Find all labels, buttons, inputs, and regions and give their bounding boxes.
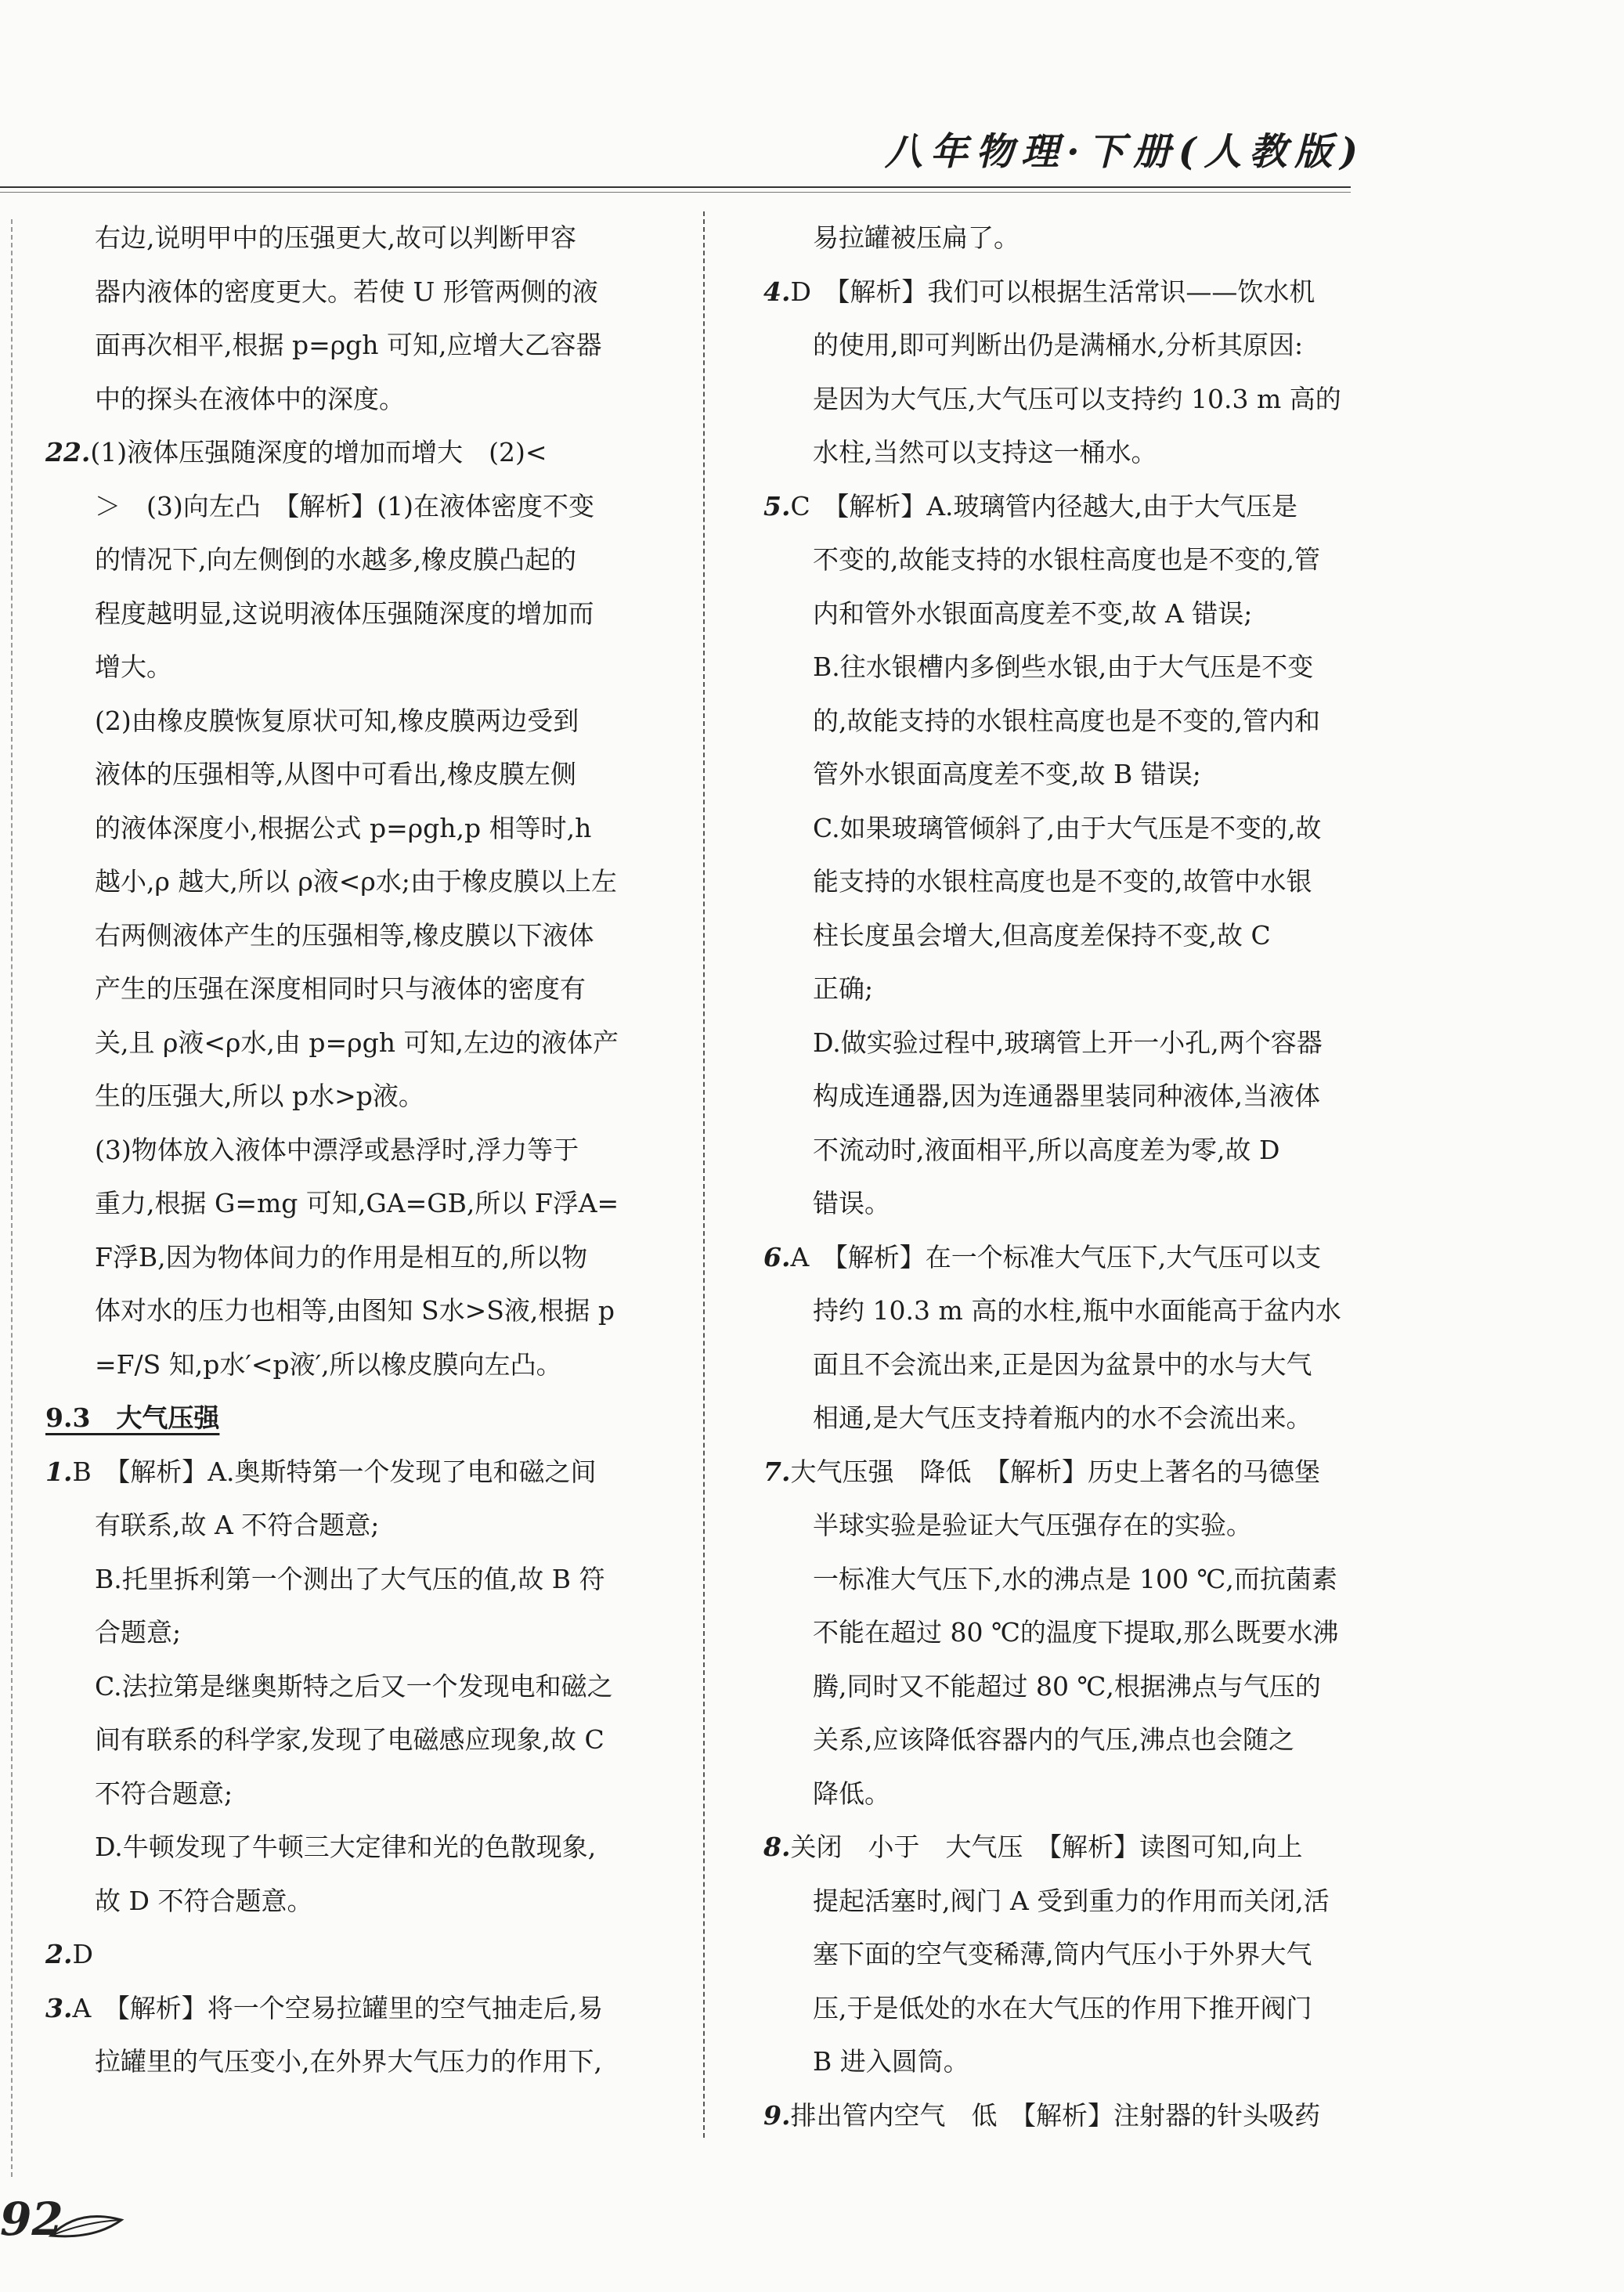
section-title: 9.3 大气压强 xyxy=(45,1402,220,1433)
answer-item xyxy=(45,1928,672,1982)
left-column xyxy=(45,211,672,2089)
line-text: 构成连通器,因为连通器里装同种液体,当液体 xyxy=(813,1081,1320,1111)
text-line xyxy=(763,1553,1386,1607)
text-line xyxy=(763,748,1386,802)
line-text: 右两侧液体产生的压强相等,橡皮膜以下液体 xyxy=(95,919,594,951)
line-text: F浮B,因为物体间力的作用是相互的,所以物 xyxy=(95,1241,588,1272)
line-text: 持约 10.3 m 高的水柱,瓶中水面能高于盆内水 xyxy=(813,1295,1341,1326)
header-rule-thin xyxy=(0,192,1351,193)
text-line xyxy=(45,748,672,802)
line-text: 相通,是大气压支持着瓶内的水不会流出来。 xyxy=(813,1402,1312,1433)
line-text: (2)由橡皮膜恢复原状可知,橡皮膜两边受到 xyxy=(95,705,579,736)
line-text: 的液体深度小,根据公式 p=ρgh,p 相等时,h xyxy=(95,812,592,843)
line-text: B 【解析】A.奥斯特第一个发现了电和磁之间 xyxy=(72,1456,597,1487)
line-text: 间有联系的科学家,发现了电磁感应现象,故 C xyxy=(95,1724,604,1755)
text-line xyxy=(45,1177,672,1231)
line-text: C.法拉第是继奥斯特之后又一个发现电和磁之 xyxy=(95,1670,613,1702)
line-text: 增大。 xyxy=(95,652,172,682)
line-text: ＞ (3)向左凸 【解析】(1)在液体密度不变 xyxy=(95,490,594,522)
section-heading xyxy=(45,1391,672,1446)
line-text: B.往水银槽内多倒些水银,由于大气压是不变 xyxy=(813,652,1314,682)
page-number: 92 xyxy=(0,2193,63,2246)
answer-item xyxy=(763,1821,1386,1875)
item-number: 4. xyxy=(763,276,791,307)
line-text: 关,且 ρ液<ρ水,由 p=ρgh 可知,左边的液体产 xyxy=(95,1027,619,1058)
text-line xyxy=(45,1070,672,1124)
text-line xyxy=(45,533,672,587)
line-text: 合题意; xyxy=(95,1617,182,1648)
line-text: 生的压强大,所以 p水>p液。 xyxy=(95,1081,424,1111)
item-number: 1. xyxy=(45,1456,73,1487)
line-text: =F/S 知,p水′<p液′,所以橡皮膜向左凸。 xyxy=(95,1348,562,1380)
text-line xyxy=(763,1177,1386,1231)
line-text: 关闭 小于 大气压 【解析】读图可知,向上 xyxy=(790,1832,1303,1862)
answer-item xyxy=(763,1231,1386,1285)
item-number: 6. xyxy=(763,1241,791,1272)
text-line xyxy=(763,1124,1386,1178)
text-line xyxy=(763,1713,1386,1767)
text-line xyxy=(763,2035,1386,2089)
line-text: 关系,应该降低容器内的气压,沸点也会随之 xyxy=(813,1724,1294,1755)
right-column xyxy=(763,211,1386,2142)
line-text: 越小,ρ 越大,所以 ρ液<ρ水;由于橡皮膜以上左 xyxy=(95,866,617,897)
line-text: 降低。 xyxy=(813,1778,890,1809)
line-text: 正确; xyxy=(813,973,874,1004)
line-text: 塞下面的空气变稀薄,筒内气压小于外界大气 xyxy=(813,1939,1312,1969)
line-text: 不流动时,液面相平,所以高度差为零,故 D xyxy=(813,1134,1280,1165)
text-line xyxy=(45,2035,672,2089)
line-text: 大气压强 降低 【解析】历史上著名的马德堡 xyxy=(790,1456,1320,1487)
line-text: 是因为大气压,大气压可以支持约 10.3 m 高的 xyxy=(813,383,1341,414)
header-rule xyxy=(0,186,1351,188)
item-number: 3. xyxy=(45,1992,73,2023)
line-text: D 【解析】我们可以根据生活常识——饮水机 xyxy=(790,276,1315,307)
text-line xyxy=(763,533,1386,587)
item-number: 22. xyxy=(45,437,91,467)
text-line xyxy=(45,909,672,963)
line-text: 不变的,故能支持的水银柱高度也是不变的,管 xyxy=(813,544,1320,575)
text-line xyxy=(763,1982,1386,2036)
text-line xyxy=(763,802,1386,856)
answer-item xyxy=(763,1446,1386,1500)
text-line xyxy=(763,1016,1386,1070)
line-text: C.如果玻璃管倾斜了,由于大气压是不变的,故 xyxy=(813,812,1322,843)
text-line xyxy=(45,641,672,695)
text-line xyxy=(763,909,1386,963)
line-text: 提起活塞时,阀门 A 受到重力的作用而关闭,活 xyxy=(813,1885,1330,1916)
line-text: 重力,根据 G=mg 可知,GA=GB,所以 F浮A= xyxy=(95,1188,619,1218)
answer-item xyxy=(763,2089,1386,2143)
text-line xyxy=(45,962,672,1016)
header-title: 八年物理·下册(人教版) xyxy=(885,130,1366,174)
line-text: 面再次相平,根据 p=ρgh 可知,应增大乙容器 xyxy=(95,330,602,360)
line-text: 不能在超过 80 ℃的温度下提取,那么既要水沸 xyxy=(813,1617,1339,1648)
line-text: C 【解析】A.玻璃管内径越大,由于大气压是 xyxy=(790,490,1298,522)
line-text: 故 D 不符合题意。 xyxy=(95,1885,313,1916)
item-number: 5. xyxy=(763,490,791,522)
text-line xyxy=(763,1499,1386,1553)
answer-item xyxy=(45,1446,672,1500)
text-line xyxy=(763,1928,1386,1982)
text-line xyxy=(45,1767,672,1821)
line-text: (1)液体压强随深度的增加而增大 (2)< xyxy=(90,437,547,467)
line-text: 产生的压强在深度相同时只与液体的密度有 xyxy=(95,973,586,1004)
line-text: 中的探头在液体中的深度。 xyxy=(95,383,405,414)
line-text: 易拉罐被压扁了。 xyxy=(813,222,1020,253)
text-line xyxy=(763,641,1386,695)
line-text: D.牛顿发现了牛顿三大定律和光的色散现象, xyxy=(95,1832,597,1862)
text-line xyxy=(45,1284,672,1338)
text-line xyxy=(763,1660,1386,1714)
text-line xyxy=(763,1606,1386,1660)
line-text: 液体的压强相等,从图中可看出,橡皮膜左侧 xyxy=(95,759,576,789)
line-text: 的,故能支持的水银柱高度也是不变的,管内和 xyxy=(813,705,1320,736)
text-line xyxy=(45,1713,672,1767)
line-text: 排出管内空气 低 【解析】注射器的针头吸药 xyxy=(790,2099,1320,2131)
text-line xyxy=(763,1070,1386,1124)
line-text: 能支持的水银柱高度也是不变的,故管中水银 xyxy=(813,866,1312,897)
text-line xyxy=(45,373,672,427)
answer-item xyxy=(763,480,1386,534)
line-text: (3)物体放入液体中漂浮或悬浮时,浮力等于 xyxy=(95,1134,579,1165)
margin-rule xyxy=(11,219,13,2177)
answer-item xyxy=(45,1982,672,2036)
line-text: 错误。 xyxy=(813,1188,890,1218)
line-text: A 【解析】将一个空易拉罐里的空气抽走后,易 xyxy=(72,1992,604,2023)
line-text: 柱长度虽会增大,但高度差保持不变,故 C xyxy=(813,919,1271,951)
text-line xyxy=(763,1338,1386,1392)
text-line xyxy=(763,855,1386,909)
line-text: 拉罐里的气压变小,在外界大气压力的作用下, xyxy=(95,2046,602,2077)
text-line xyxy=(763,962,1386,1016)
line-text: 一标准大气压下,水的沸点是 100 ℃,而抗菌素 xyxy=(813,1563,1337,1594)
text-line xyxy=(45,319,672,373)
text-line xyxy=(45,1875,672,1929)
text-line xyxy=(45,587,672,641)
line-text: 程度越明显,这说明液体压强随深度的增加而 xyxy=(95,597,594,629)
item-number: 8. xyxy=(763,1832,791,1862)
line-text: 体对水的压力也相等,由图知 S水>S液,根据 p xyxy=(95,1295,615,1326)
line-text: 压,于是低处的水在大气压的作用下推开阀门 xyxy=(813,1992,1312,2023)
line-text: 内和管外水银面高度差不变,故 A 错误; xyxy=(813,597,1253,629)
line-text: 右边,说明甲中的压强更大,故可以判断甲容 xyxy=(95,222,576,253)
text-line xyxy=(45,1231,672,1285)
line-text: B 进入圆筒。 xyxy=(813,2046,969,2077)
line-text: 面且不会流出来,正是因为盆景中的水与大气 xyxy=(813,1348,1312,1380)
text-line xyxy=(763,319,1386,373)
leaf-ornament-icon xyxy=(47,2204,125,2243)
text-line xyxy=(45,1124,672,1178)
line-text: 有联系,故 A 不符合题意; xyxy=(95,1510,380,1540)
text-line xyxy=(763,211,1386,265)
item-number: 9. xyxy=(763,2099,791,2131)
text-line xyxy=(45,695,672,749)
text-line xyxy=(763,373,1386,427)
line-text: 水柱,当然可以支持这一桶水。 xyxy=(813,437,1157,467)
text-line xyxy=(45,1338,672,1392)
line-text: 半球实验是验证大气压强存在的实验。 xyxy=(813,1510,1252,1540)
answer-item xyxy=(45,426,672,480)
text-line xyxy=(45,1821,672,1875)
text-line xyxy=(45,855,672,909)
text-line xyxy=(763,1875,1386,1929)
text-line xyxy=(763,1391,1386,1446)
line-text: D.做实验过程中,玻璃管上开一小孔,两个容器 xyxy=(813,1027,1323,1058)
line-text: A 【解析】在一个标准大气压下,大气压可以支 xyxy=(790,1241,1322,1272)
text-line xyxy=(45,1553,672,1607)
text-line xyxy=(45,1660,672,1714)
line-text: 的使用,即可判断出仍是满桶水,分析其原因: xyxy=(813,330,1304,360)
text-line xyxy=(763,1284,1386,1338)
text-line xyxy=(45,1016,672,1070)
answer-item xyxy=(763,265,1386,319)
line-text: 的情况下,向左侧倒的水越多,橡皮膜凸起的 xyxy=(95,544,576,575)
line-text: 管外水银面高度差不变,故 B 错误; xyxy=(813,759,1201,789)
text-line xyxy=(45,265,672,319)
item-number: 2. xyxy=(45,1939,73,1969)
text-line xyxy=(763,1767,1386,1821)
line-text: 腾,同时又不能超过 80 ℃,根据沸点与气压的 xyxy=(813,1670,1321,1702)
line-text: 器内液体的密度更大。若使 U 形管两侧的液 xyxy=(95,276,598,307)
text-line xyxy=(45,211,672,265)
text-line xyxy=(45,1499,672,1553)
item-number: 7. xyxy=(763,1456,791,1487)
text-line xyxy=(45,1606,672,1660)
text-line xyxy=(45,802,672,856)
column-divider xyxy=(703,211,705,2138)
text-line xyxy=(763,695,1386,749)
text-line xyxy=(45,480,672,534)
line-text: B.托里拆利第一个测出了大气压的值,故 B 符 xyxy=(95,1563,605,1594)
line-text: D xyxy=(72,1939,93,1969)
line-text: 不符合题意; xyxy=(95,1778,233,1809)
text-line xyxy=(763,426,1386,480)
text-line xyxy=(763,587,1386,641)
